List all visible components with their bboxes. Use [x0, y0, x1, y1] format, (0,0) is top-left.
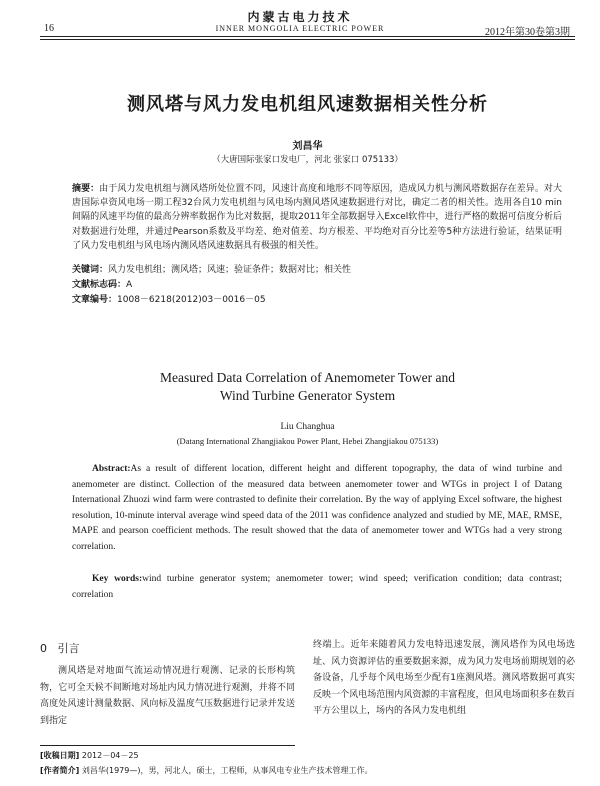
- keywords-cn-text: 风力发电机组；测风塔；风速；验证条件；数据对比；相关性: [108, 265, 352, 275]
- author-cn: 刘昌华: [292, 141, 323, 152]
- paper-title-en-line2: Wind Turbine Generator System: [219, 388, 396, 403]
- abstract-en-text: As a result of different location, different height and different topography, the data of wind turbine and anemometer are distinct. Collection of the measured data between anemometer tower and WTGs in project I of Datang International Zhuozi wind farm were contrasted to definite their correlation. By the way of applying Excel software, the highest resolution, 10-minute interval average wind speed data of the 2011 was confidence analyzed and studied by ME, MAE, RMSE, MAPE and pearson coefficient methods. The result showed that the data of anemometer tower and WTGs had a very strong correlation.: [72, 464, 562, 552]
- footnote-received-date: 2012－04－25: [81, 751, 139, 760]
- header-rule: [40, 36, 575, 37]
- journal-name-en: INNER MONGOLIA ELECTRIC POWER: [215, 24, 385, 33]
- footnote-received: [40, 750, 580, 761]
- article-number-value: 1008－6218(2012)03－0016－05: [117, 295, 266, 305]
- keywords-en-text: wind turbine generator system; anemometer tower; wind speed; verification condition; data contrast; correlation: [72, 574, 562, 600]
- section-number: 0: [40, 642, 47, 655]
- header-rule-thin: [40, 39, 575, 40]
- keywords-cn: [72, 263, 562, 277]
- body-text-right: 终端上。近年来随着风力发电特迅速发展，测风塔作为风电场选址、风力资源评估的重要数据来源，成为风力发电场前期规划的必备设备，几乎每个风电场至少配有1座测风塔。测风塔数据可真实反映一个风电场范围内风资源的丰富程度，但风电场面积多在数百平方公里以上，场内的各风力发电机组: [313, 640, 575, 716]
- article-number: [72, 293, 562, 307]
- affiliation-en: (Datang International Zhangjiakou Power Plant, Hebei Zhangjiakou 075133): [176, 436, 439, 446]
- paper-title-en: [40, 369, 575, 405]
- footnote-bio-text: 刘昌华(1979—)，男，河北人，硕士，工程师，从事风电专业生产技术管理工作。: [81, 766, 373, 775]
- abstract-cn-text: 由于风力发电机组与测风塔所处位置不同，风速计高度和地形不同等原因，造成风力机与测风塔数据存在差异。对大唐国际卓资风电场一期工程32台风力发电机组与风电场内测风塔风速数据进行对比，确定二者的相关性。选用各自10 min间隔的风速平均值的最高分辨率数据作为比对数据，提取2011年全部数据导入Excel软件中，进行严格的数据可信度分析后对数据进行处理，并通过Pearson系数及平均差、绝对值差、均方根差、平均绝对百分比差等5种方法进行验证，结果证明了风力发电机组与风电场内测风塔风速数据具有极强的相关性。: [72, 184, 562, 251]
- keywords-en: [72, 572, 562, 603]
- author-en: Liu Changhua: [280, 422, 335, 432]
- affiliation-cn: （大唐国际张家口发电厂，河北 张家口 075133）: [212, 155, 403, 165]
- footnote-received-label: [收稿日期]: [40, 751, 80, 760]
- document-code-value: A: [126, 280, 133, 290]
- keywords-en-label: Key words:: [92, 574, 143, 584]
- section-heading: [40, 640, 80, 656]
- article-number-label: 文章编号：: [72, 295, 118, 305]
- section-title: 引言: [57, 642, 80, 655]
- issue-info: 2012年第30卷第3期: [485, 27, 570, 38]
- footnote-bio-label: [作者简介]: [40, 766, 80, 775]
- document-code-label: 文献标志码：: [72, 280, 127, 290]
- abstract-cn-label: 摘要：: [72, 184, 100, 194]
- page-number: 16: [44, 23, 54, 34]
- journal-name-cn: 内蒙古电力技术: [247, 10, 353, 24]
- abstract-en: [72, 462, 562, 555]
- footnote-rule: [40, 745, 295, 746]
- abstract-en-label: Abstract:: [92, 464, 131, 474]
- paper-title-en-line1: Measured Data Correlation of Anemometer Tower and: [160, 370, 455, 385]
- abstract-cn: [72, 182, 562, 253]
- keywords-cn-label: 关键词：: [72, 265, 109, 275]
- footnote-author-bio: [40, 765, 580, 776]
- body-text-left: 测风塔是对地面气流运动情况进行观测、记录的长形构筑物，它可全天候不间断地对场址内风力情况进行观测，并将不同高度处风速计测量数据、风向标及温度气压数据进行记录并发送到指定: [40, 666, 295, 726]
- document-code: [72, 278, 562, 292]
- paper-title-cn: 测风塔与风力发电机组风速数据相关性分析: [127, 94, 488, 115]
